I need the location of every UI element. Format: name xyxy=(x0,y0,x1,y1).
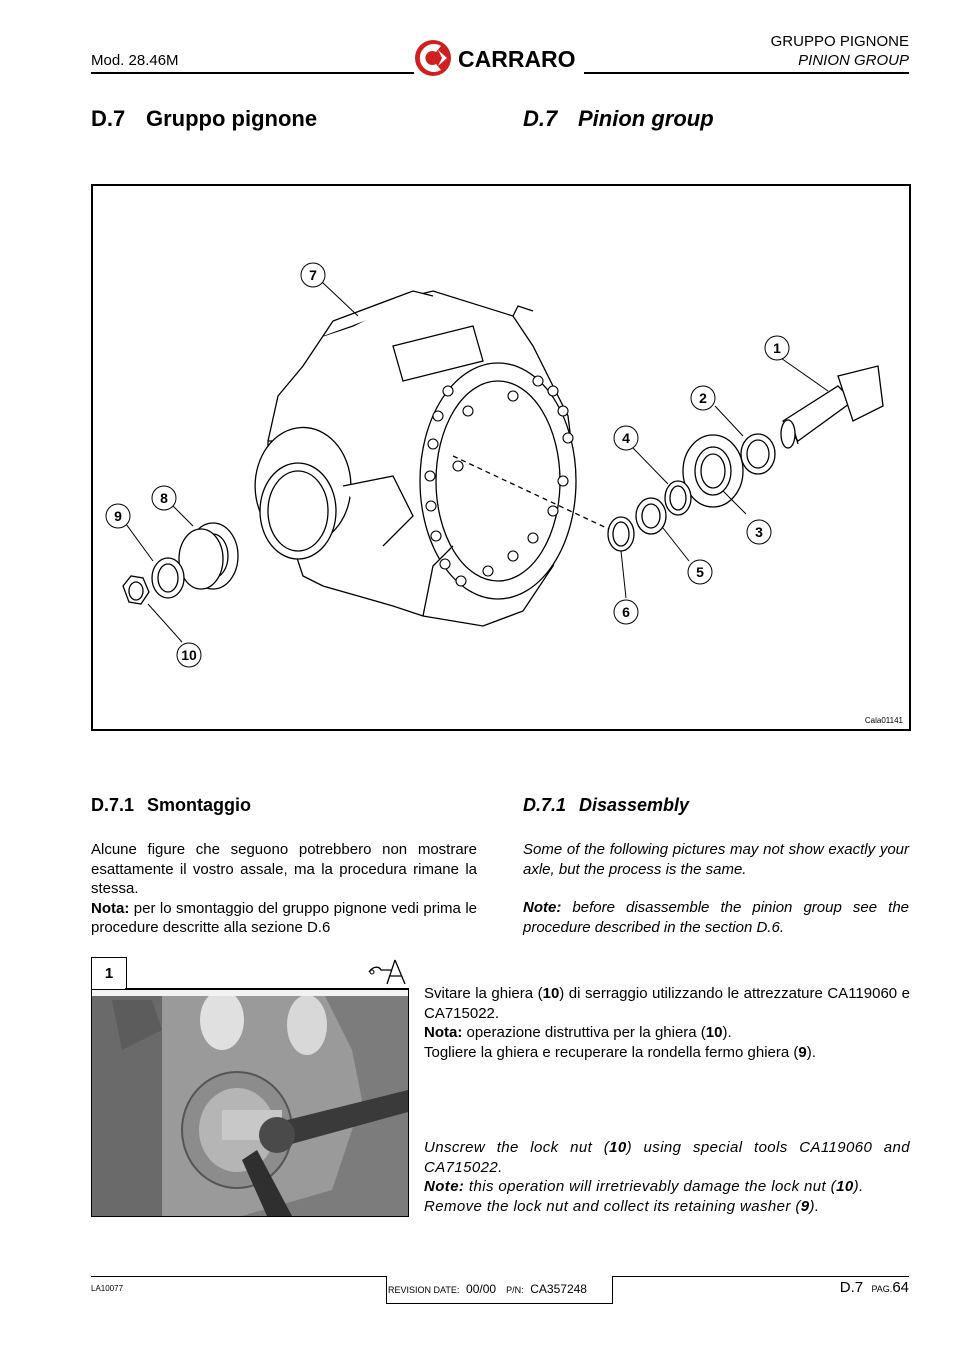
callout-5 xyxy=(688,560,712,584)
callout-6 xyxy=(614,600,638,624)
footer-doc-code: LA10077 xyxy=(91,1284,124,1293)
exploded-view-drawing xyxy=(93,186,909,729)
footer-rule-mid-left xyxy=(386,1276,387,1304)
header-rule-right xyxy=(584,72,909,74)
title-text-en: Pinion group xyxy=(578,106,714,131)
footer-rule-mid-right xyxy=(612,1276,613,1304)
intro-text-en: Some of the following pictures may not show exactly your axle, but the process is the same. xyxy=(523,841,909,878)
step1-text-en: Unscrew the lock nut (10) using special tools CA119060 and CA715022. Note: this operation will irretrievably damage the lock nut (10). Remove the lock nut and collect its retaining washer (9). xyxy=(424,1139,910,1215)
exploded-view-figure xyxy=(91,184,911,731)
callout-4 xyxy=(614,426,638,450)
callout-9 xyxy=(106,504,130,528)
footer-page-number: D.7 PAG.64 xyxy=(839,1279,909,1296)
svg-text:9: 9 xyxy=(114,508,122,524)
svg-text:2: 2 xyxy=(699,390,707,406)
svg-text:5: 5 xyxy=(696,564,704,580)
callout-8 xyxy=(152,486,176,510)
header-rule-left xyxy=(91,72,414,74)
footer-rule-left xyxy=(91,1276,386,1277)
carraro-logo xyxy=(414,36,586,80)
svg-text:7: 7 xyxy=(309,267,317,283)
footer-rule-mid-bottom xyxy=(386,1303,613,1304)
title-number: D.7 xyxy=(91,106,126,131)
svg-text:8: 8 xyxy=(160,490,168,506)
svg-text:3: 3 xyxy=(755,524,763,540)
intro-note-en: Note: before disassemble the pinion group see the procedure described in the section D.6. xyxy=(523,899,909,936)
footer-revision: REVISION DATE: 00/00 P/N: CA357248 xyxy=(388,1282,587,1296)
callout-1 xyxy=(765,336,789,360)
callout-3 xyxy=(747,520,771,544)
svg-text:1: 1 xyxy=(773,340,781,356)
header-section-it: GRUPPO PIGNONE xyxy=(770,33,909,50)
svg-text:6: 6 xyxy=(622,604,630,620)
page-title-it xyxy=(91,106,317,132)
title-text-it: Gruppo pignone xyxy=(146,106,318,131)
special-tool-icon xyxy=(365,958,409,986)
subsection-title-en: D.7.1 Disassembly xyxy=(523,795,690,815)
title-number-en: D.7 xyxy=(523,106,558,131)
callout-10 xyxy=(177,643,201,667)
brand-text: CARRARO xyxy=(458,46,576,72)
model-label: Mod. 28.46M xyxy=(91,52,179,69)
figure-code: Cala01141 xyxy=(864,716,903,725)
header-section-en: PINION GROUP xyxy=(798,52,909,69)
subsection-title-it: D.7.1 Smontaggio xyxy=(91,795,251,815)
step-number-box: 1 xyxy=(91,957,127,990)
footer-rule-right xyxy=(612,1276,909,1277)
callout-2 xyxy=(691,386,715,410)
callout-7 xyxy=(301,263,325,287)
svg-text:10: 10 xyxy=(181,647,197,663)
intro-text-it: Alcune figure che seguono potrebbero non mostrare esattamente il vostro assale, ma la procedura rimane la stessa. Nota: per lo smontaggio del gruppo pignone vedi prima le procedure descritte alla sezione D.6 xyxy=(91,841,478,936)
step1-text-it: Svitare la ghiera (10) di serraggio utilizzando le attrezzature CA119060 e CA715022. Nota: operazione distruttiva per la ghiera (10). Togliere la ghiera e recuperare la rondella fermo ghiera (9). xyxy=(424,985,910,1061)
svg-text:4: 4 xyxy=(622,430,630,446)
step-photo xyxy=(91,989,409,1217)
page-title-en xyxy=(523,106,714,132)
